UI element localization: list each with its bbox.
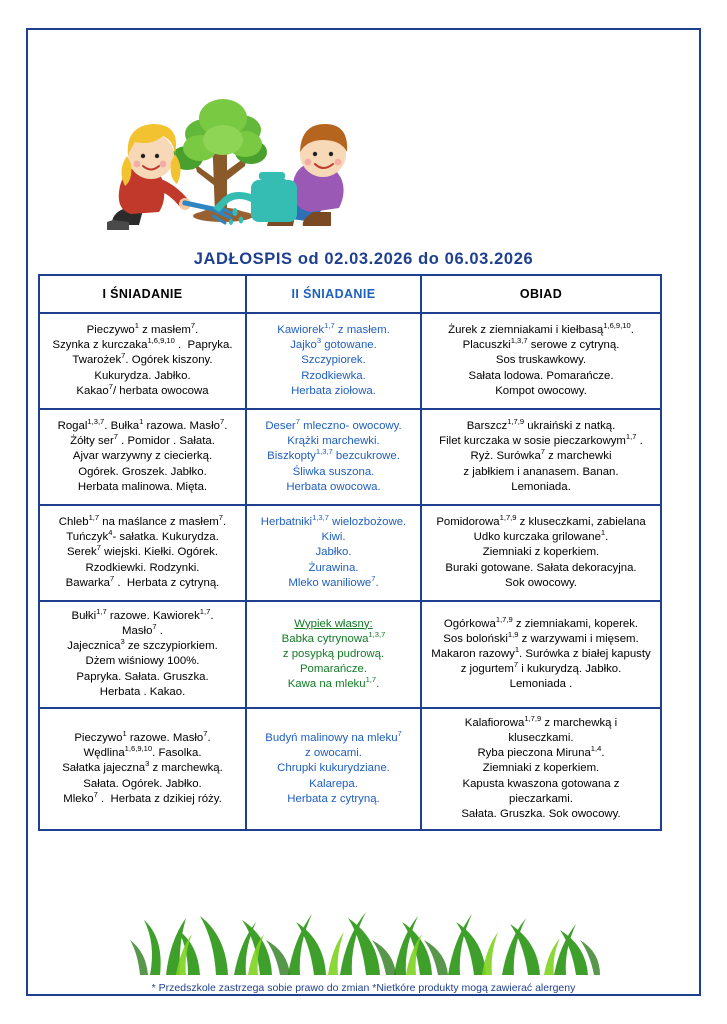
table-row: [39, 409, 661, 505]
cell-breakfast2-day3: Herbatniki$^{1,3,7}$ wielozbożowe. Kiwi. Jabłko. Żurawina. Mleko waniliowe$^7$.: [246, 505, 421, 601]
cell-dinner-day1: Żurek z ziemniakami i kiełbasą$^{1,6,9,10}$. Placuszki$^{1,3,7}$ serowe z cytryną. Sos truskawkowy. Sałata lodowa. Pomarańcze. Kompot owocowy.: [421, 313, 661, 409]
table-row: [39, 601, 661, 708]
cell-breakfast2-day2: Deser$^7$ mleczno- owocowy. Krążki marchewki. Biszkopty$^{1,3,7}$ bezcukrowe. Śliwka suszona. Herbata owocowa.: [246, 409, 421, 505]
table-header-row: [39, 275, 661, 313]
cell-breakfast1-day3: Chleb$^{1,7}$ na maślance z masłem$^7$. Tuńczyk$^4$- sałatka. Kukurydza. Serek$^7$ wiejski. Kiełki. Ogórek. Rzodkiewki. Rodzynki. Bawarka$^7$ . Herbata z cytryną.: [39, 505, 246, 601]
grass-decoration-icon: [130, 900, 600, 975]
column-header-breakfast1: I ŚNIADANIE: [39, 275, 246, 313]
cell-dinner-day3: Pomidorowa$^{1,7,9}$ z kluseczkami, zabielana Udko kurczaka grilowane$^1$. Ziemniaki z koperkiem. Buraki gotowane. Sałata dekoracyjna. Sok owocowy.: [421, 505, 661, 601]
table-row: [39, 708, 661, 830]
table-row: [39, 505, 661, 601]
table-row: [39, 313, 661, 409]
cell-breakfast2-day4: Wypiek własny: Babka cytrynowa$^{1,3,7}$ z posypką pudrową. Pomarańcze. Kawa na mleku$^{1,7}$.: [246, 601, 421, 708]
cell-breakfast2-day1: Kawiorek$^{1,7}$ z masłem. Jajko$^3$ gotowane. Szczypiorek. Rzodkiewka. Herbata ziołowa.: [246, 313, 421, 409]
cell-breakfast2-day5: Budyń malinowy na mleku$^7$ z owocami. Chrupki kukurydziane. Kalarepa. Herbata z cytryną.: [246, 708, 421, 830]
cell-breakfast1-day2: Rogal$^{1,3,7}$. Bułka$^1$ razowa. Masło$^7$. Żółty ser$^7$ . Pomidor . Sałata. Ajvar warzywny z ciecierką. Ogórek. Groszek. Jabłko. Herbata malinowa. Mięta.: [39, 409, 246, 505]
menu-table: [38, 274, 662, 831]
footer-note: * Przedszkole zastrzega sobie prawo do zmian *Nietkóre produkty mogą zawierać alergeny: [151, 982, 576, 994]
cell-dinner-day2: Barszcz$^{1,7,9}$ ukraiński z natką. Filet kurczaka w sosie pieczarkowym$^{1,7}$ . Ryż. Surówka$^7$ z marchewki z jabłkiem i ananasem. Banan. Lemoniada.: [421, 409, 661, 505]
column-header-breakfast2: II ŚNIADANIE: [246, 275, 421, 313]
cell-breakfast1-day4: Bułki$^{1,7}$ razowe. Kawiorek$^{1,7}$. Masło$^7$ . Jajecznica$^3$ ze szczypiorkiem. Dżem wiśniowy 100%. Papryka. Sałata. Gruszka. Herbata . Kakao.: [39, 601, 246, 708]
cell-dinner-day5: Kalafiorowa$^{1,7,9}$ z marchewką i kluseczkami. Ryba pieczona Miruna$^{1,4}$. Ziemniaki z koperkiem. Kapusta kwaszona gotowana z pieczarkami. Sałata. Gruszka. Sok owocowy.: [421, 708, 661, 830]
children-planting-tree-illustration: [55, 60, 385, 235]
page-title: JADŁOSPIS od 02.03.2026 do 06.03.2026: [193, 250, 534, 268]
cell-breakfast1-day5: Pieczywo$^1$ razowe. Masło$^7$. Wędlina$^{1,6,9,10}$. Fasolka. Sałatka jajeczna$^3$ z marchewką. Sałata. Ogórek. Jabłko. Mleko$^7$ . Herbata z dzikiej róży.: [39, 708, 246, 830]
column-header-dinner: OBIAD: [421, 275, 661, 313]
cell-breakfast1-day1: Pieczywo$^1$ z masłem$^7$. Szynka z kurczaka$^{1,6,9,10}$ . Papryka. Twarożek$^7$. Ogórek kiszony. Kukurydza. Jabłko. Kakao$^7$/ herbata owocowa: [39, 313, 246, 409]
cell-dinner-day4: Ogórkowa$^{1,7,9}$ z ziemniakami, koperek. Sos boloński$^{1,9}$ z warzywami i mięsem. Makaron razowy$^1$. Surówka z białej kapusty z jogurtem$^7$ i kukurydzą. Jabłko. Lemoniada .: [421, 601, 661, 708]
